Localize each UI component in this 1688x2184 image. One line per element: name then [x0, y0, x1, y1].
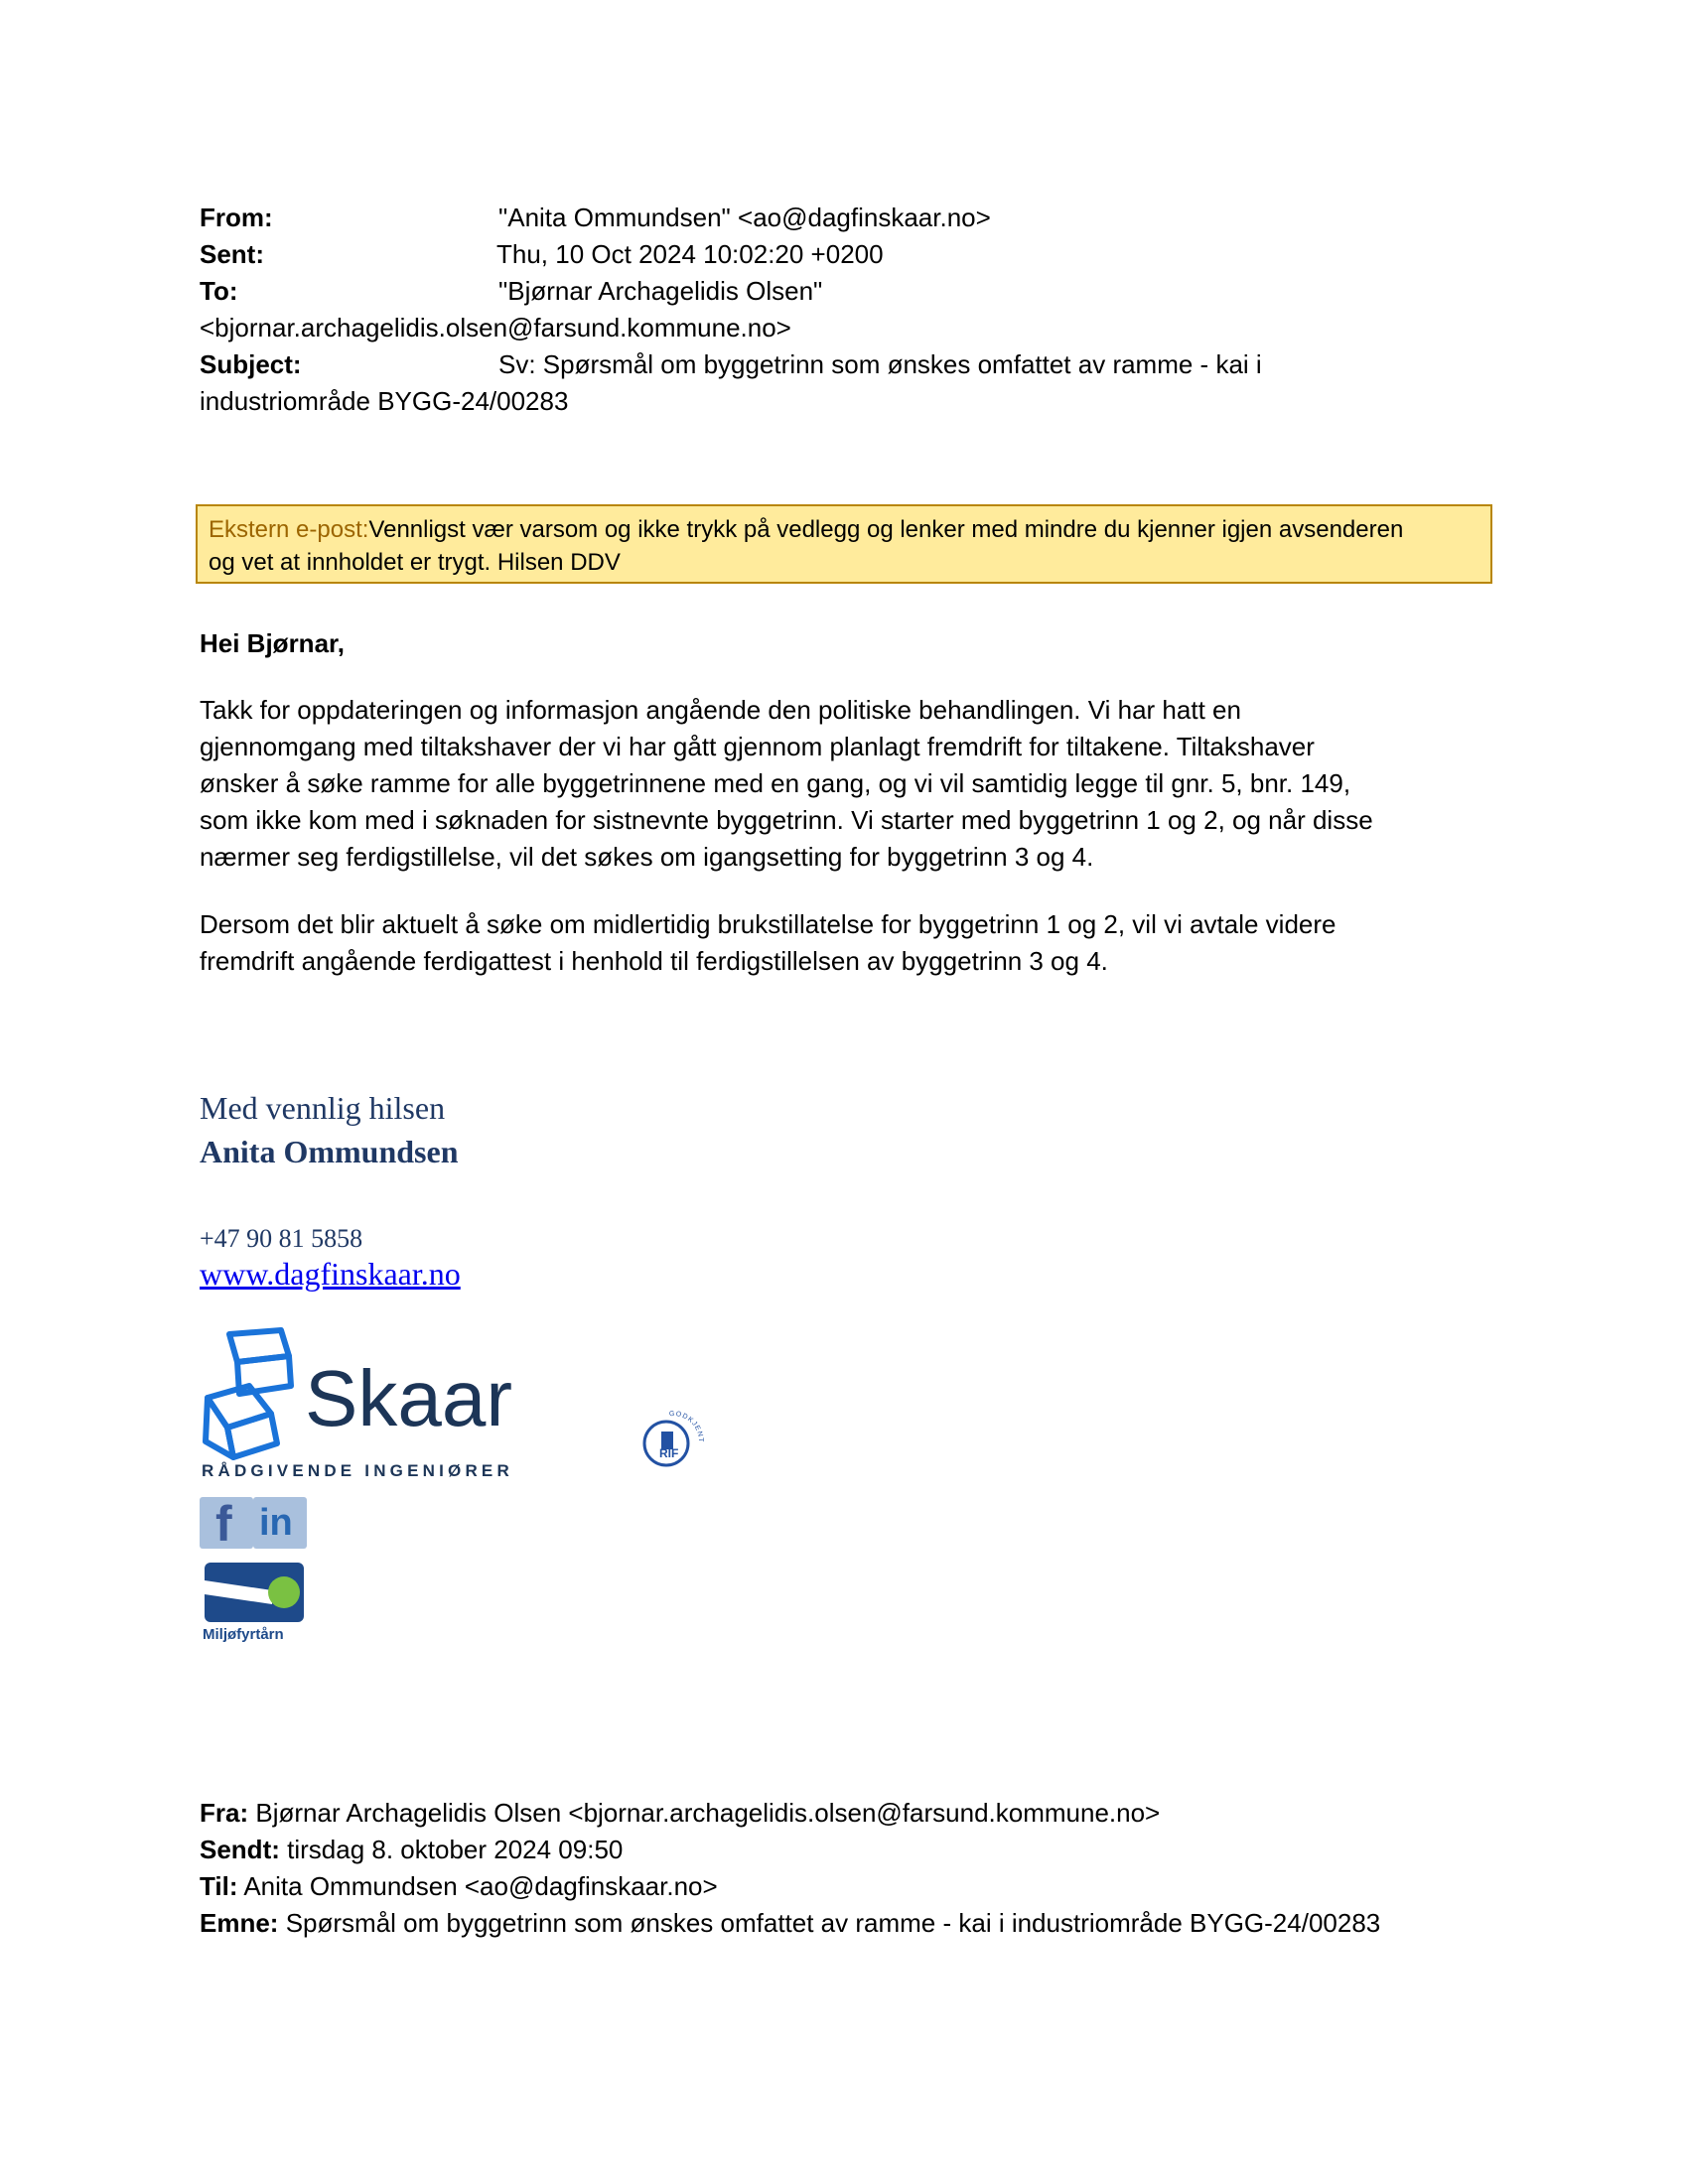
- to-value: "Bjørnar Archagelidis Olsen": [498, 276, 823, 306]
- greeting: Hei Bjørnar,: [200, 628, 345, 658]
- to-value-email: <bjornar.archagelidis.olsen@farsund.kommune.no>: [200, 313, 791, 342]
- paragraph-1: [200, 692, 1500, 876]
- external-email-warning: [196, 504, 1492, 584]
- paragraph-line: fremdrift angående ferdigattest i henhold til ferdigstillelsen av byggetrinn 3 og 4.: [200, 946, 1108, 976]
- fra-label: Fra:: [200, 1798, 249, 1828]
- rif-badge-text: GODKJENT: [668, 1410, 705, 1443]
- sendt-value: tirsdag 8. oktober 2024 09:50: [287, 1835, 624, 1864]
- rif-logo-text: RIF: [659, 1446, 679, 1460]
- website-link[interactable]: www.dagfinskaar.no: [200, 1256, 461, 1292]
- paragraph-2: [200, 906, 1500, 980]
- paragraph-line: gjennomgang med tiltakshaver der vi har gått gjennom planlagt fremdrift for tiltakene. Tiltakshaver: [200, 732, 1315, 761]
- skaar-logo-text: Skaar: [305, 1354, 512, 1442]
- warning-text: Vennligst vær varsom og ikke trykk på vedlegg og lenker med mindre du kjenner igjen avsenderen: [368, 516, 1404, 543]
- rif-badge: [633, 1402, 713, 1481]
- email-header: [200, 200, 1490, 428]
- subject-value-cont: industriområde BYGG-24/00283: [200, 386, 569, 416]
- leaf-icon: [268, 1576, 300, 1608]
- closing: Med vennlig hilsen: [200, 1090, 446, 1126]
- fra-value: Bjørnar Archagelidis Olsen <bjornar.archagelidis.olsen@farsund.kommune.no>: [255, 1798, 1161, 1828]
- skaar-cube-icon: [206, 1330, 291, 1457]
- from-value: "Anita Ommundsen" <ao@dagfinskaar.no>: [498, 203, 991, 232]
- til-value: Anita Ommundsen <ao@dagfinskaar.no>: [243, 1871, 718, 1901]
- subject-label: Subject:: [200, 349, 302, 379]
- skaar-logo: [200, 1326, 537, 1485]
- sent-label: Sent:: [200, 239, 264, 269]
- emne-value: Spørsmål om byggetrinn som ønskes omfattet av ramme - kai i industriområde BYGG-24/00283: [285, 1908, 1381, 1938]
- paragraph-line: nærmer seg ferdigstillelse, vil det søkes om igangsetting for byggetrinn 3 og 4.: [200, 842, 1094, 872]
- miljofyrtarn-logo: [203, 1561, 306, 1648]
- til-label: Til:: [200, 1871, 238, 1901]
- from-label: From:: [200, 203, 273, 232]
- sent-value: Thu, 10 Oct 2024 10:02:20 +0200: [496, 239, 884, 269]
- sendt-label: Sendt:: [200, 1835, 280, 1864]
- quoted-header: [200, 1795, 1500, 1942]
- paragraph-line: ønsker å søke ramme for alle byggetrinnene med en gang, og vi vil samtidig legge til gnr. 5, bnr. 149,: [200, 768, 1351, 798]
- signature-name: Anita Ommundsen: [200, 1134, 459, 1169]
- paragraph-line: som ikke kom med i søknaden for sistnevnte byggetrinn. Vi starter med byggetrinn 1 og 2, og når disse: [200, 805, 1373, 835]
- linkedin-icon[interactable]: in: [253, 1497, 307, 1549]
- facebook-icon[interactable]: f: [200, 1497, 253, 1549]
- warning-tag: Ekstern e-post:: [209, 516, 369, 543]
- to-label: To:: [200, 276, 238, 306]
- warning-text-cont: og vet at innholdet er trygt. Hilsen DDV: [209, 549, 621, 576]
- miljofyrtarn-text: Miljøfyrtårn: [203, 1626, 284, 1643]
- skaar-logo-subtitle: RÅDGIVENDE INGENIØRER: [202, 1461, 513, 1480]
- paragraph-line: Takk for oppdateringen og informasjon angående den politiske behandlingen. Vi har hatt en: [200, 695, 1241, 725]
- subject-value: Sv: Spørsmål om byggetrinn som ønskes omfattet av ramme - kai i: [498, 349, 1262, 379]
- emne-label: Emne:: [200, 1908, 279, 1938]
- paragraph-line: Dersom det blir aktuelt å søke om midlertidig brukstillatelse for byggetrinn 1 og 2, vil vi avtale videre: [200, 909, 1336, 939]
- signature-phone: +47 90 81 5858: [200, 1224, 363, 1253]
